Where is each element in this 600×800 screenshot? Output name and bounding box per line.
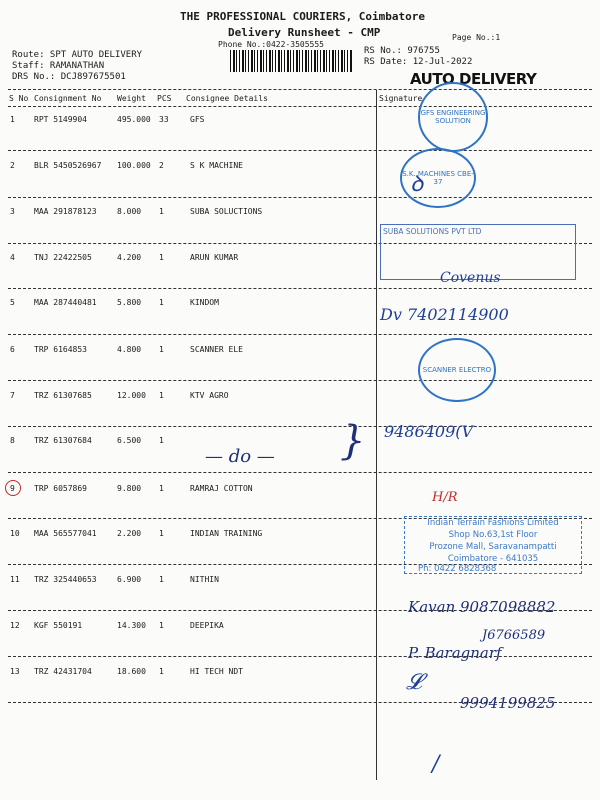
row-divider (8, 380, 592, 381)
row-consignee: ARUN KUMAR (190, 253, 239, 262)
row-sno: 6 (10, 345, 15, 354)
row-pcs: 1 (159, 253, 164, 262)
col-consignment: Consignment No (34, 94, 102, 103)
row-pcs: 1 (159, 484, 164, 493)
row-sno: 13 (10, 667, 20, 676)
row-weight: 2.200 (117, 529, 142, 538)
row-consignment: KGF 550191 (34, 621, 83, 630)
row-divider (8, 656, 592, 657)
sk-machines-stamp: S.K. MACHINES CBE-37 (400, 148, 476, 208)
row-pcs: 1 (159, 298, 164, 307)
signature-row8: 9486409(V (384, 422, 474, 441)
signature-row12: P. Baragnarf (408, 644, 502, 662)
row-consignment: TRZ 61307684 (34, 436, 92, 445)
tick-mark: / (432, 752, 440, 777)
page-number: Page No.:1 (452, 33, 501, 42)
it-line5: Ph: 0422 6828368 (418, 564, 497, 574)
drs-label: DRS No.: DCJ897675501 (12, 72, 126, 82)
row-divider (8, 334, 592, 335)
row-consignee: S K MACHINE (190, 161, 243, 170)
row-consignment: BLR 5450526967 (34, 161, 102, 170)
it-line1: Indian Terrain Fashions Limited (427, 518, 559, 528)
row-weight: 8.000 (117, 207, 142, 216)
row-consignee: RAMRAJ COTTON (190, 484, 253, 493)
ditto-mark: — do — (205, 446, 275, 467)
row-divider (8, 288, 592, 289)
gfs-stamp: GFS ENGINEERING SOLUTION (418, 82, 488, 152)
table-top-border (8, 89, 592, 90)
col-pcs: PCS (157, 94, 172, 103)
signature-row11: Kavan 9087098882 (408, 598, 556, 616)
row-consignee: DEEPIKA (190, 621, 224, 630)
staff-label: Staff: RAMANATHAN (12, 61, 105, 71)
rs-date: RS Date: 12-Jul-2022 (364, 57, 473, 67)
company-title: THE PROFESSIONAL COURIERS, Coimbatore (180, 10, 426, 23)
col-weight: Weight (117, 94, 146, 103)
row-sno: 5 (10, 298, 15, 307)
signature-row4: Covenus (440, 270, 501, 286)
row-consignment: TNJ 22422505 (34, 253, 92, 262)
row-pcs: 1 (159, 667, 164, 676)
row-weight: 18.600 (117, 667, 146, 676)
row-sno: 8 (10, 436, 15, 445)
row-consignment: RPT 5149904 (34, 115, 87, 124)
col-consignee: Consignee Details (186, 94, 268, 103)
row-sno: 3 (10, 207, 15, 216)
signature-row12b: J6766589 (482, 628, 546, 643)
brace-mark: } (340, 418, 366, 464)
row-consignment: TRP 6164853 (34, 345, 87, 354)
row-pcs: 1 (159, 391, 164, 400)
rs-number: RS No.: 976755 (364, 46, 440, 56)
row-sno: 4 (10, 253, 15, 262)
row-sno: 2 (10, 161, 15, 170)
row-sno: 10 (10, 529, 20, 538)
signature-row13-mark: 𝓛 (406, 670, 422, 695)
row-divider (8, 150, 592, 151)
col-signature: Signature (379, 94, 423, 103)
row-weight: 9.800 (117, 484, 142, 493)
signature-row13: 9994199825 (460, 694, 556, 712)
row-consignment: MAA 291878123 (34, 207, 97, 216)
row-pcs: 1 (159, 529, 164, 538)
hr-note: H/R (432, 490, 458, 505)
row-weight: 5.800 (117, 298, 142, 307)
row-weight: 6.500 (117, 436, 142, 445)
row-weight: 495.000 (117, 115, 151, 124)
row-weight: 12.000 (117, 391, 146, 400)
row-weight: 4.800 (117, 345, 142, 354)
row-consignee: GFS (190, 115, 205, 124)
auto-delivery-stamp: AUTO DELIVERY (410, 70, 537, 88)
row-sno: 9 (10, 484, 15, 493)
signature-row2: ꝺ (410, 172, 424, 197)
phone-number: Phone No.:0422-3505555 (218, 40, 324, 49)
row-weight: 100.000 (117, 161, 151, 170)
row-consignment: MAA 565577041 (34, 529, 97, 538)
row-consignee: KTV AGRO (190, 391, 229, 400)
row-sno: 11 (10, 575, 20, 584)
row-consignee: NITHIN (190, 575, 219, 584)
row-sno: 12 (10, 621, 20, 630)
row-pcs: 1 (159, 575, 164, 584)
row-weight: 6.900 (117, 575, 142, 584)
row-pcs: 1 (159, 207, 164, 216)
row-consignee: HI TECH NDT (190, 667, 243, 676)
row-pcs: 1 (159, 345, 164, 354)
row-divider (8, 197, 592, 198)
row-weight: 14.300 (117, 621, 146, 630)
row-pcs: 2 (159, 161, 164, 170)
it-line3: Prozone Mall, Saravanampatti (429, 542, 557, 552)
row-weight: 4.200 (117, 253, 142, 262)
col-sno: S No (9, 94, 29, 103)
row-pcs: 1 (159, 436, 164, 445)
signature-row5: Dv 7402114900 (380, 305, 509, 324)
it-line4: Coimbatore - 641035 (447, 554, 539, 564)
row-consignment: TRZ 325440653 (34, 575, 97, 584)
header-divider (8, 106, 592, 107)
row-pcs: 1 (159, 621, 164, 630)
row-consignment: TRZ 42431704 (34, 667, 92, 676)
row-consignment: MAA 287440481 (34, 298, 97, 307)
barcode (230, 50, 352, 72)
row-consignment: TRP 6057869 (34, 484, 87, 493)
row-pcs: 33 (159, 115, 169, 124)
row-consignee: KINDOM (190, 298, 219, 307)
row-consignee: SUBA SOLUCTIONS (190, 207, 263, 216)
row-consignee: INDIAN TRAINING (190, 529, 263, 538)
route-label: Route: SPT AUTO DELIVERY (12, 50, 143, 60)
row-divider (8, 472, 592, 473)
row-sno: 7 (10, 391, 15, 400)
circled-row-marker (5, 480, 21, 496)
runsheet-subtitle: Delivery Runsheet - CMP (228, 26, 381, 39)
row-consignment: TRZ 61307685 (34, 391, 92, 400)
row-divider (8, 426, 592, 427)
suba-stamp-text: SUBA SOLUTIONS PVT LTD (383, 227, 482, 236)
it-line2: Shop No.63,1st Floor (448, 530, 538, 540)
row-sno: 1 (10, 115, 15, 124)
scanner-electro-stamp: SCANNER ELECTRO (418, 338, 496, 402)
row-consignee: SCANNER ELE (190, 345, 243, 354)
signature-column-divider (376, 90, 377, 780)
